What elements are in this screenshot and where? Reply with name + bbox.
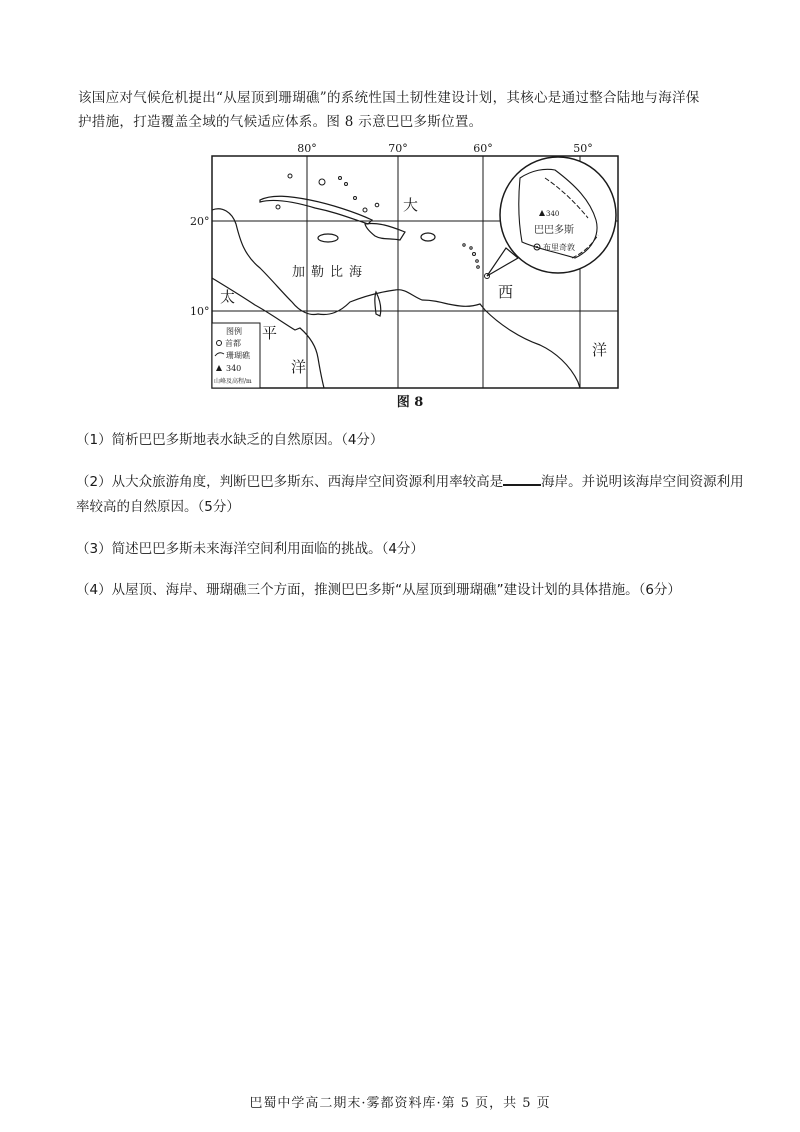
sea-label-char: 比	[330, 265, 344, 280]
lon-label: 70°	[388, 142, 408, 155]
intro-paragraph	[78, 86, 738, 134]
legend-peak-value: 340	[226, 364, 242, 373]
lon-label: 80°	[297, 142, 317, 155]
legend-peak-label: 山峰及高程/m	[214, 378, 252, 385]
page-footer: 巴蜀中学高二期末·雾都资料库·第 5 页，共 5 页	[249, 1096, 551, 1111]
inset-peak-value: 340	[546, 210, 560, 218]
question-4: （4）从屋顶、海岸、珊瑚礁三个方面，推测巴巴多斯“从屋顶到珊瑚礁”建设计划的具体措施。（6分）	[76, 582, 681, 598]
question-2	[76, 470, 756, 520]
pacific-label-char: 洋	[291, 358, 307, 376]
question-3: （3）简述巴巴多斯未来海洋空间利用面临的挑战。（4分）	[76, 541, 424, 557]
figure-caption: 图 8	[396, 395, 424, 410]
pacific-label-char: 平	[262, 324, 278, 342]
question-2-text-cont: 海岸。并说明该海岸空间资源利用率较高的自然原因。（5分）	[76, 474, 744, 515]
inset-country-label: 巴巴多斯	[534, 225, 574, 236]
answer-blank	[503, 472, 541, 486]
atlantic-label-char: 西	[498, 283, 514, 301]
map-legend	[212, 323, 260, 388]
lat-label: 20°	[190, 215, 210, 228]
lat-label: 10°	[190, 305, 210, 318]
sea-label-char: 海	[349, 265, 363, 280]
sea-label-char: 加	[292, 265, 306, 280]
inset-capital-label: 布里奇敦	[543, 243, 575, 252]
question-1: （1）简析巴巴多斯地表水缺乏的自然原因。（4分）	[76, 432, 384, 448]
legend-capital: 首都	[225, 339, 241, 348]
intro-line-1: 该国应对气候危机提出“从屋顶到珊瑚礁”的系统性国土韧性建设计划，其核心是通过整合陆地与海洋保	[78, 90, 700, 106]
intro-line-2: 护措施，打造覆盖全域的气候适应体系。图 8 示意巴巴多斯位置。	[78, 114, 483, 130]
legend-title: 图例	[226, 327, 242, 336]
pacific-label-char: 太	[220, 288, 236, 306]
sea-label-char: 勒	[311, 265, 325, 280]
legend-reef: 珊瑚礁	[226, 351, 250, 360]
figure-8-map	[190, 140, 620, 415]
atlantic-label-char: 洋	[592, 341, 608, 359]
lon-label: 60°	[473, 142, 493, 155]
question-2-text: （2）从大众旅游角度，判断巴巴多斯东、西海岸空间资源利用率较高是	[76, 474, 504, 490]
atlantic-label-char: 大	[403, 196, 419, 214]
lon-label: 50°	[573, 142, 593, 155]
